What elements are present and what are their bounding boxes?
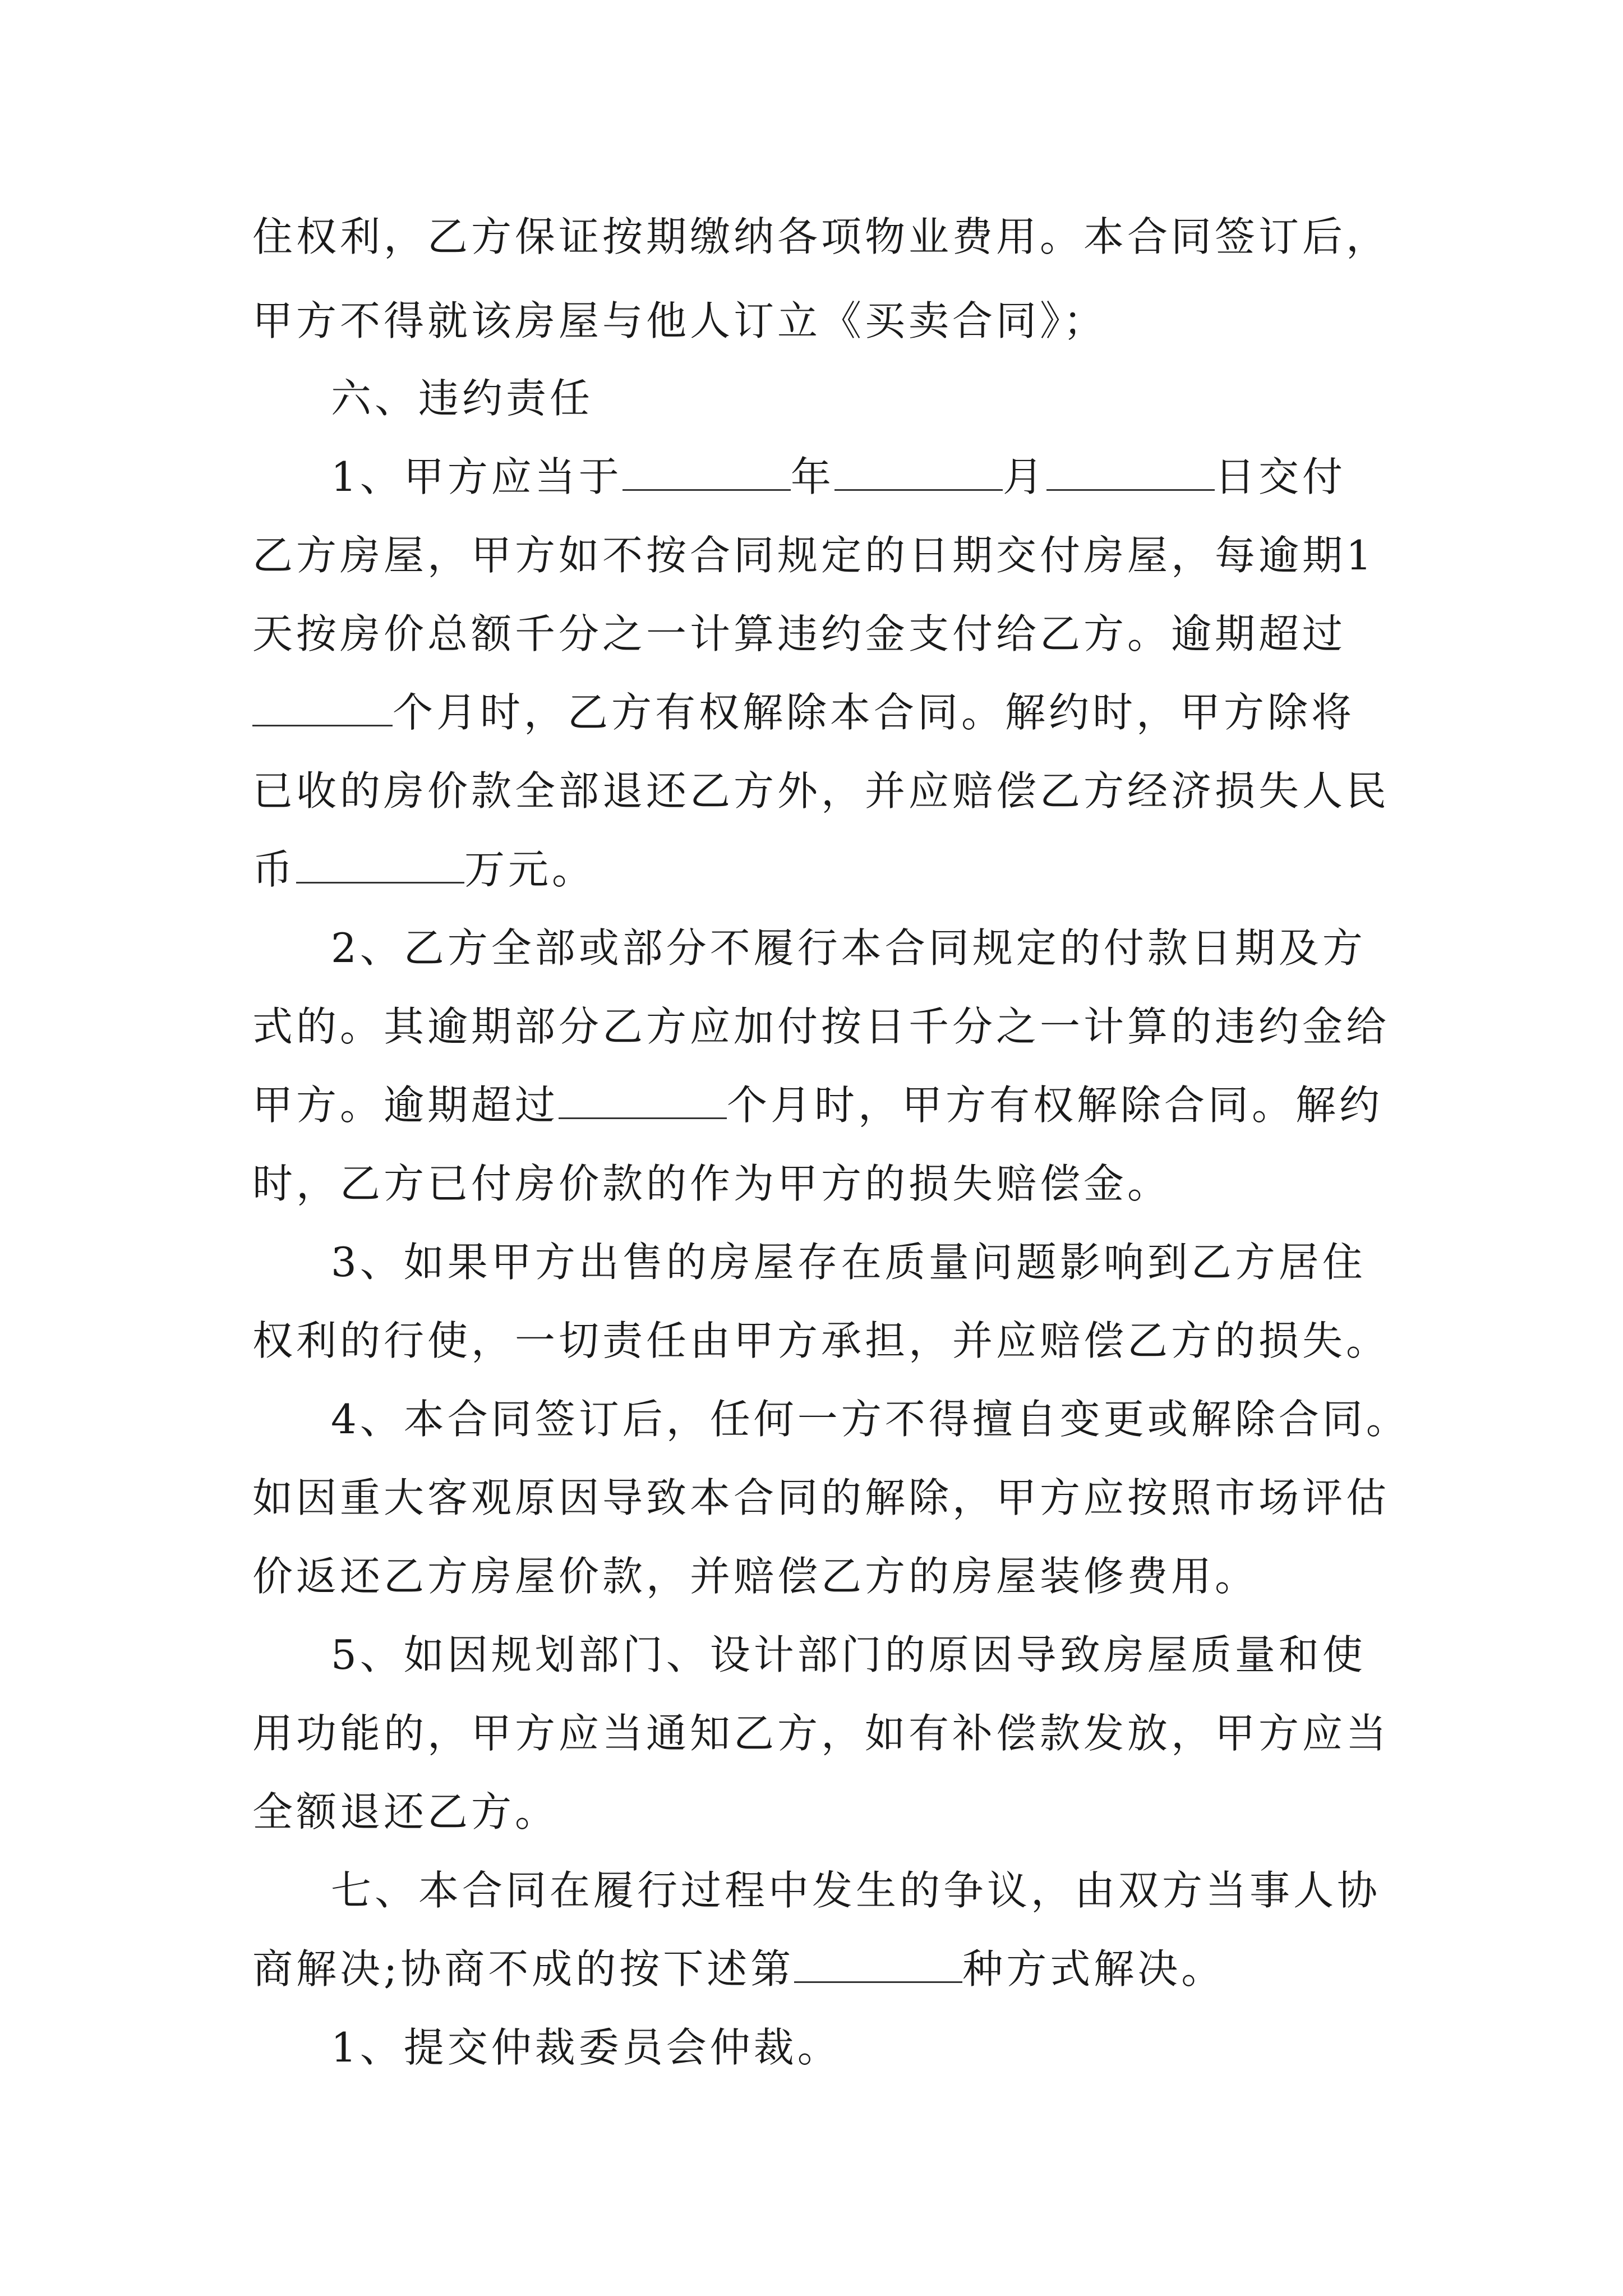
text-segment: 乙方房屋，甲方如不按合同规定的日期交付房屋，每逾期1 — [252, 532, 1375, 579]
fill-in-blank[interactable] — [1046, 454, 1215, 491]
text-segment: 天按房价总额千分之一计算违约金支付给乙方。逾期超过 — [252, 610, 1347, 657]
text-segment: 万元。 — [464, 846, 596, 893]
text-line — [252, 684, 1355, 740]
text-line — [252, 1156, 1171, 1212]
text-line — [252, 1548, 1258, 1604]
text-line — [252, 527, 1375, 583]
text-line — [331, 920, 1366, 976]
text-segment: 年 — [790, 453, 834, 500]
text-line — [252, 209, 1390, 265]
text-line — [252, 1941, 1225, 1997]
fill-in-blank[interactable] — [834, 454, 1003, 491]
text-segment: 3、如果甲方出售的房屋存在质量问题影响到乙方居住 — [331, 1239, 1366, 1286]
text-segment: 权利的行使，一切责任由甲方承担，并应赔偿乙方的损失。 — [252, 1317, 1390, 1364]
text-line — [252, 1784, 559, 1840]
text-segment: 4、本合同签订后，任何一方不得擅自变更或解除合同。 — [331, 1396, 1410, 1443]
text-line — [252, 1077, 1383, 1133]
text-segment: 七、本合同在履行过程中发生的争议，由双方当事人协 — [331, 1867, 1381, 1914]
text-line — [252, 999, 1390, 1055]
text-line — [331, 1862, 1381, 1918]
text-segment: 种方式解决。 — [962, 1945, 1225, 1993]
text-segment: 已收的房价款全部退还乙方外，并应赔偿乙方经济损失人民 — [252, 767, 1390, 815]
text-line — [252, 1313, 1390, 1369]
text-line — [252, 763, 1390, 819]
text-segment: 2、乙方全部或部分不履行本合同规定的付款日期及方 — [331, 924, 1366, 972]
text-line — [252, 1470, 1390, 1526]
text-line — [252, 1705, 1390, 1761]
text-segment: 商解决;协商不成的按下述第 — [252, 1945, 795, 1993]
text-segment: 币 — [252, 846, 297, 893]
text-segment: 甲方。逾期超过 — [252, 1082, 559, 1129]
text-segment: 式的。其逾期部分乙方应加付按日千分之一计算的违约金给 — [252, 1003, 1390, 1050]
text-segment: 六、违约责任 — [331, 375, 594, 422]
text-segment: 如因重大客观原因导致本合同的解除，甲方应按照市场评估 — [252, 1474, 1390, 1521]
fill-in-blank[interactable] — [252, 690, 393, 726]
text-line — [331, 1234, 1366, 1290]
text-line — [331, 1391, 1410, 1447]
section-heading — [331, 370, 593, 426]
text-segment: 甲方不得就该房屋与他人订立《买卖合同》； — [252, 297, 1108, 344]
text-segment: 价返还乙方房屋价款，并赔偿乙方的房屋装修费用。 — [252, 1553, 1259, 1600]
text-segment: 个月时，乙方有权解除本合同。解约时，甲方除将 — [393, 689, 1355, 736]
text-segment: 个月时，甲方有权解除合同。解约 — [727, 1082, 1384, 1129]
fill-in-blank[interactable] — [623, 454, 791, 491]
text-line — [252, 606, 1346, 662]
text-segment: 时，乙方已付房价款的作为甲方的损失赔偿金。 — [252, 1160, 1172, 1207]
text-segment: 用功能的，甲方应当通知乙方，如有补偿款发放，甲方应当 — [252, 1710, 1390, 1757]
text-line — [331, 1627, 1366, 1683]
text-line — [252, 841, 596, 898]
fill-in-blank[interactable] — [559, 1083, 727, 1119]
text-line — [331, 2019, 841, 2076]
text-segment: 日交付 — [1214, 453, 1346, 500]
text-segment: 月 — [1002, 453, 1046, 500]
fill-in-blank[interactable] — [296, 847, 464, 884]
text-segment: 全额退还乙方。 — [252, 1788, 559, 1835]
text-segment: 1、甲方应当于 — [331, 453, 623, 500]
text-segment: 1、提交仲裁委员会仲裁。 — [331, 2024, 841, 2071]
text-segment: 5、如因规划部门、设计部门的原因导致房屋质量和使 — [331, 1631, 1366, 1678]
fill-in-blank[interactable] — [794, 1947, 962, 1983]
text-line — [331, 449, 1346, 505]
text-line — [252, 293, 1107, 349]
text-segment: 住权利，乙方保证按期缴纳各项物业费用。本合同签订后， — [252, 213, 1390, 260]
